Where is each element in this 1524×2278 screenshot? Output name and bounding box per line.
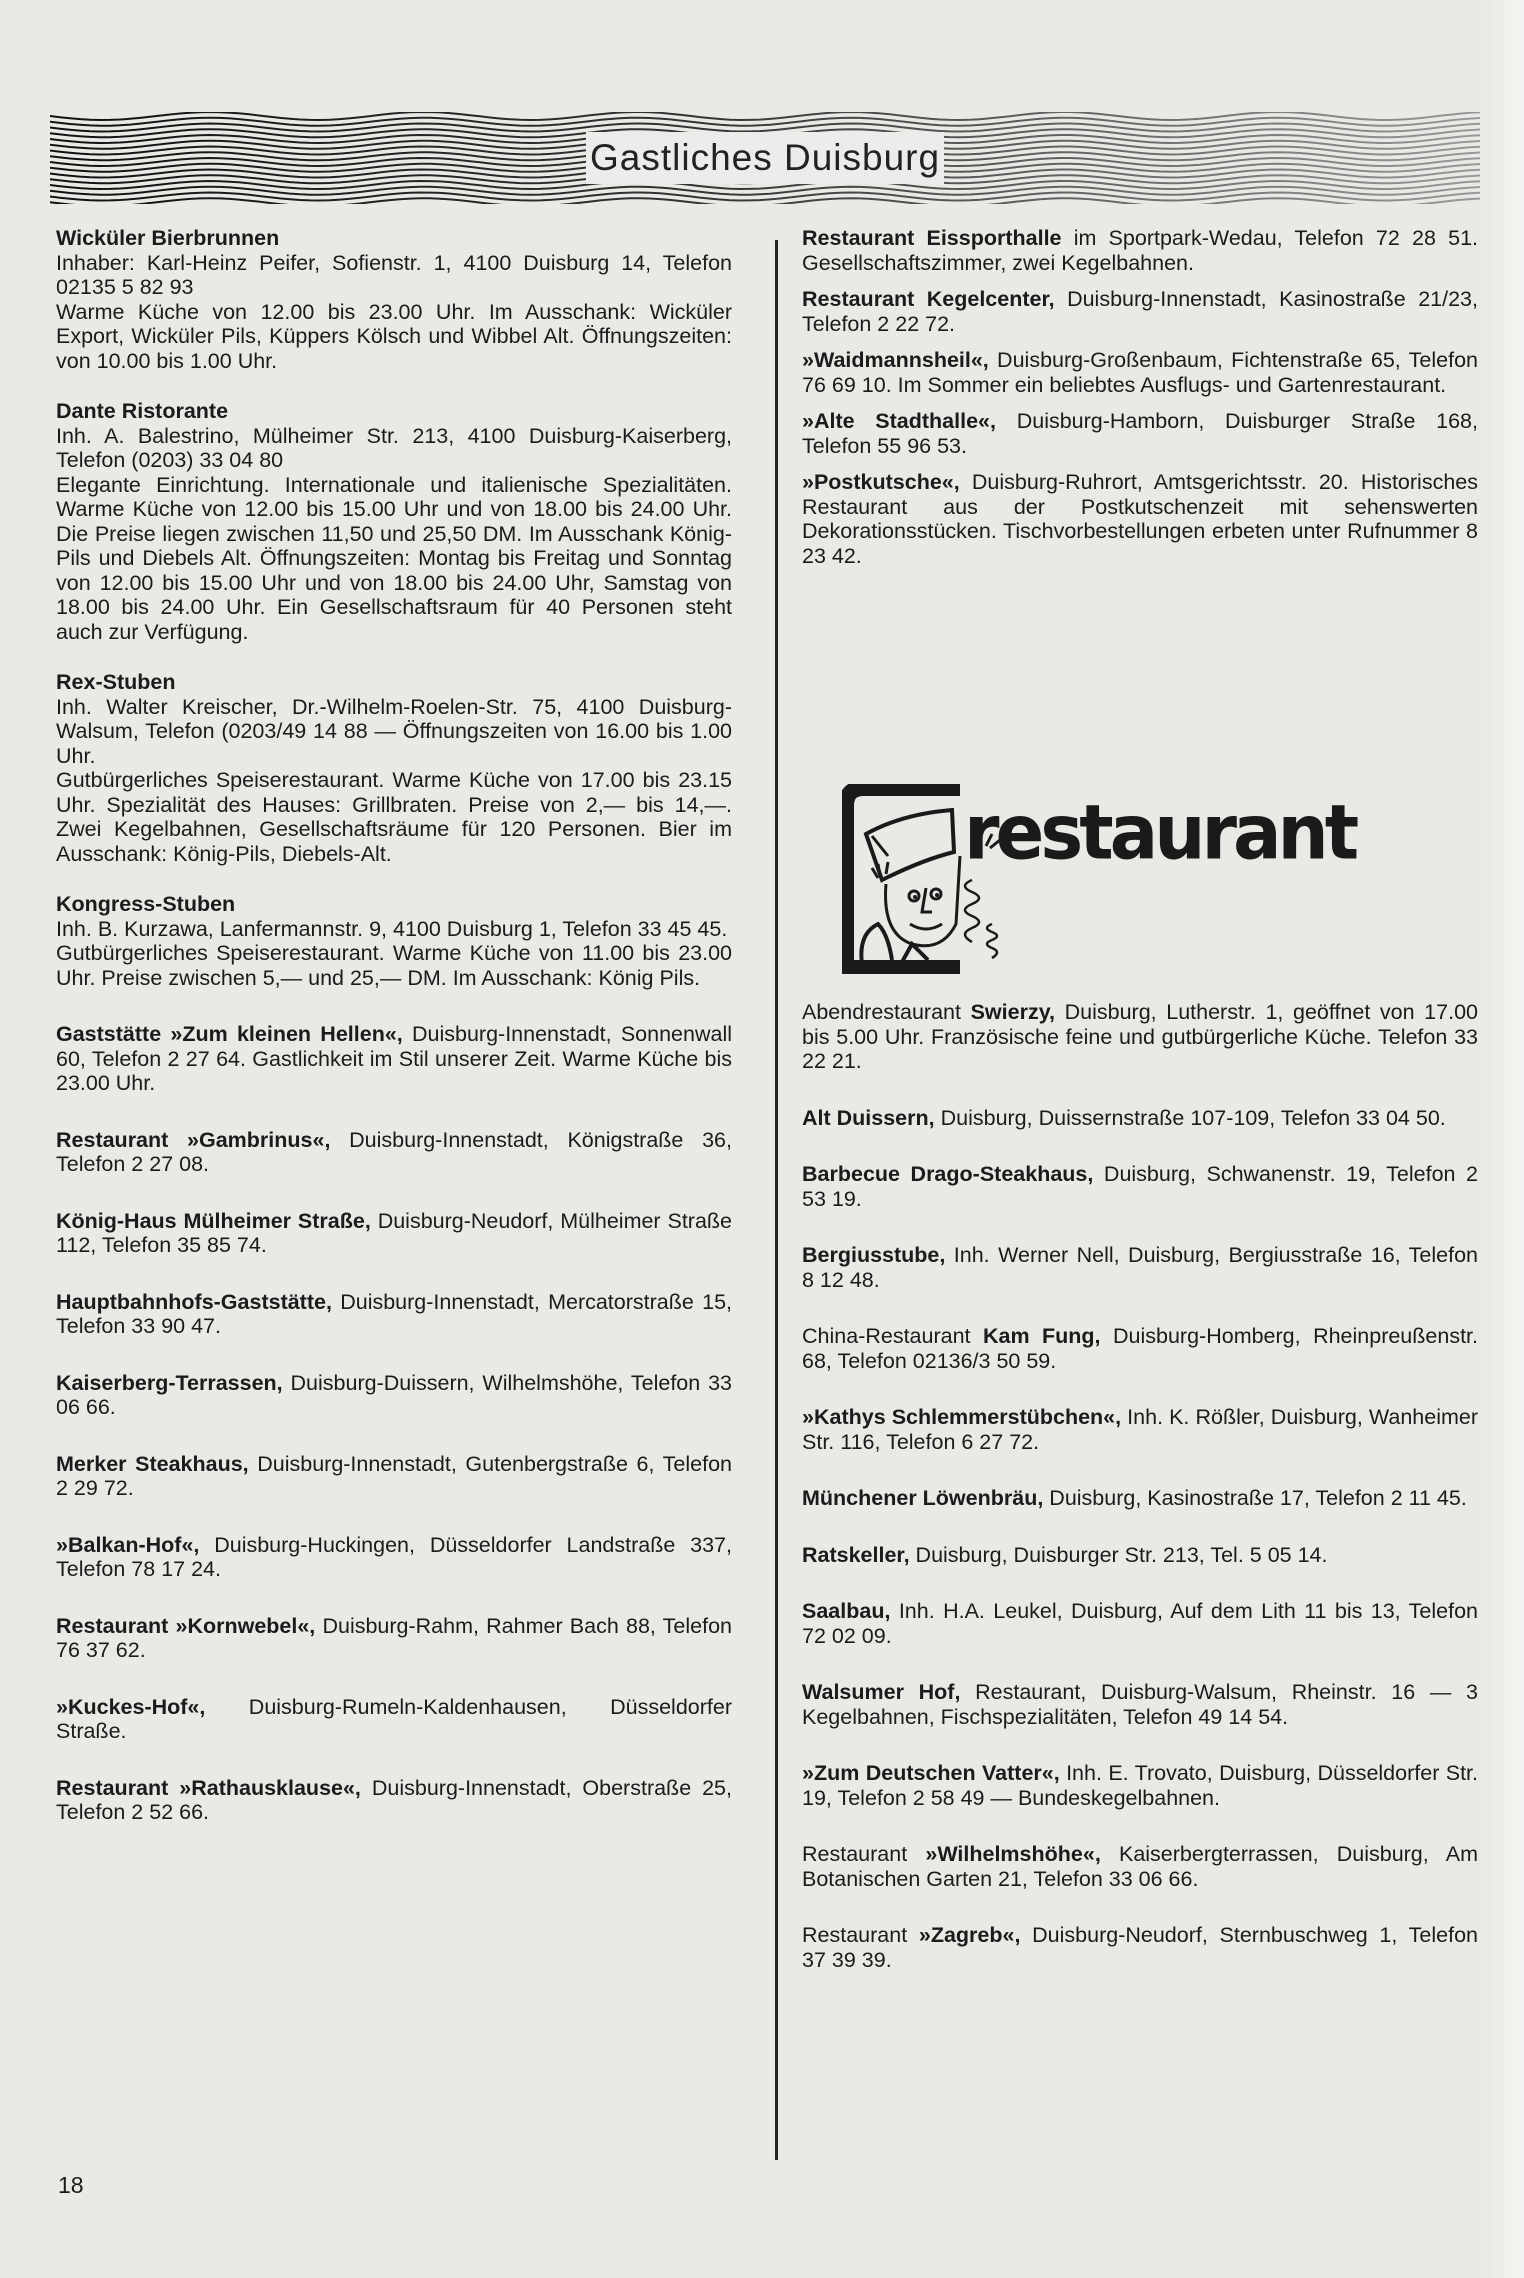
entry-name: Kongress-Stuben: [56, 892, 236, 916]
entry-detailed: [56, 670, 732, 866]
entry-name: Hauptbahnhofs-Gaststätte,: [56, 1289, 332, 1314]
list-item: [56, 1452, 732, 1501]
entry-name: Kaiserberg-Terrassen,: [56, 1370, 283, 1395]
entry-name: »Balkan-Hof«,: [56, 1532, 200, 1557]
entry-name: Dante Ristorante: [56, 399, 229, 423]
entry-details: Duisburg-Rahm, Rahmer Bach 88, Telefon 76 37 62.: [56, 1613, 732, 1662]
entry-details: Duisburg-Duissern, Wilhelmshöhe, Telefon 33 06 66.: [56, 1370, 732, 1419]
entry-details: Duisburg, Kasinostraße 17, Telefon 2 11 45.: [1043, 1486, 1467, 1510]
entry-name: »Waidmannsheil«,: [802, 348, 989, 372]
entry-name: »Postkutsche«,: [802, 470, 960, 494]
entry-name: Münchener Löwenbräu,: [802, 1486, 1044, 1510]
entry-name: Walsumer Hof,: [802, 1680, 961, 1704]
header-banner: [50, 112, 1480, 204]
entry-details: Duisburg-Großenbaum, Fichtenstraße 65, Telefon 76 69 10. Im Sommer ein beliebtes Ausflugs- und Gartenrestaurant.: [802, 348, 1478, 397]
list-item: [802, 1923, 1478, 1972]
entry-name: Gaststätte »Zum kleinen Hellen«,: [56, 1022, 403, 1046]
entry-name: Restaurant »Gambrinus«,: [56, 1127, 331, 1152]
entry-details: Duisburg-Homberg, Rheinpreußenstr. 68, Telefon 02136/3 50 59.: [802, 1324, 1478, 1373]
list-item: [802, 1243, 1478, 1292]
entry-name: Rex-Stuben: [56, 670, 176, 694]
entry-name: Barbecue Drago-Steakhaus,: [802, 1162, 1094, 1186]
list-item: [802, 1405, 1478, 1454]
list-item: [56, 1128, 732, 1177]
entry-name: König-Haus Mülheimer Straße,: [56, 1208, 371, 1233]
entry-name: Restaurant Eissporthalle: [802, 226, 1062, 250]
entry-name: Ratskeller,: [802, 1542, 910, 1567]
list-item: [56, 1614, 732, 1663]
entry-prefix: China-Restaurant: [802, 1324, 983, 1348]
list-item: [802, 470, 1478, 568]
short-entries-list: [56, 990, 732, 1825]
entry-name: Saalbau,: [802, 1599, 891, 1623]
entry-details: Duisburg-Hamborn, Duisburger Straße 168, Telefon 55 96 53.: [802, 409, 1478, 458]
entry-details: Duisburg-Huckingen, Düsseldorfer Landstraße 337, Telefon 78 17 24.: [56, 1532, 732, 1581]
list-item: [802, 348, 1478, 397]
entry-address: Inh. B. Kurzawa, Lanfermannstr. 9, 4100 Duisburg 1, Telefon 33 45 45.: [56, 916, 728, 941]
list-item: [802, 1761, 1478, 1810]
entry-address: Inh. A. Balestrino, Mülheimer Str. 213, 4100 Duisburg-Kaiserberg, Telefon (0203) 33 04 80: [56, 423, 732, 472]
entry-name: »Zagreb«,: [918, 1923, 1021, 1947]
list-item: [56, 1533, 732, 1582]
list-item: [802, 1324, 1478, 1373]
list-item: [56, 1371, 732, 1420]
entry-details: im Sportpark-Wedau, Telefon 72 28 51. Gesellschaftszimmer, zwei Kegelbahnen.: [802, 226, 1479, 275]
left-column: [56, 226, 732, 1825]
entry-details: Duisburg-Rumeln-Kaldenhausen, Düsseldorfer Straße.: [56, 1694, 732, 1743]
entry-name: »Alte Stadthalle«,: [802, 409, 996, 433]
entry-detailed: [56, 892, 732, 990]
entry-name: Restaurant Kegelcenter,: [802, 287, 1055, 311]
entry-name: Bergiusstube,: [802, 1243, 946, 1267]
entry-detailed: [56, 399, 732, 644]
entry-description: Gutbürgerliches Speiserestaurant. Warme Küche von 11.00 bis 23.00 Uhr. Preise zwischen 5,— und 25,— DM. Im Ausschank: König Pils.: [56, 941, 732, 990]
list-item: [802, 1842, 1478, 1891]
entry-details: Restaurant, Duisburg-Walsum, Rheinstr. 16 — 3 Kegelbahnen, Fischspezialitäten, Telefon 49 14 54.: [802, 1680, 1478, 1729]
list-item: [802, 409, 1478, 458]
entry-details: Inh. H.A. Leukel, Duisburg, Auf dem Lith 11 bis 13, Telefon 72 02 09.: [802, 1599, 1478, 1648]
list-item: [802, 287, 1478, 336]
entry-name: Merker Steakhaus,: [56, 1451, 249, 1476]
list-item: [56, 1290, 732, 1339]
page-number: 18: [58, 2172, 84, 2198]
entry-description: Elegante Einrichtung. Internationale und italienische Spezialitäten. Warme Küche von 12.00 bis 15.00 Uhr und von 18.00 bis 24.00 Uhr. Die Preise liegen zwischen 11,50 und 25,50 DM. Im Ausschank König-Pils und Diebels Alt. Öffnungszeiten: Montag bis Freitag und Sonntag von 12.00 bis 15.00 Uhr und von 18.00 bis 24.00 Uhr, Samstag von 18.00 bis 24.00 Uhr. Ein Gesellschaftsraum für 40 Personen steht auch zur Verfügung.: [56, 472, 732, 644]
entry-details: Duisburg-Ruhrort, Amtsgerichtsstr. 20. Historisches Restaurant aus der Postkutschenzeit mit sehenswerten Dekorationsstücken. Tischvorbestellungen erbeten unter Rufnummer 8 23 42.: [802, 470, 1478, 568]
entry-name: »Wilhelmshöhe«,: [925, 1842, 1101, 1866]
list-item: [56, 1209, 732, 1258]
column-divider: [775, 240, 778, 2160]
entry-detailed: [56, 226, 732, 373]
entry-name: Restaurant »Rathausklause«,: [56, 1775, 361, 1800]
right-column: [802, 226, 1478, 568]
list-item: [802, 1000, 1478, 1074]
entry-details: Inh. K. Rößler, Duisburg, Wanheimer Str. 116, Telefon 6 27 72.: [802, 1405, 1478, 1454]
entry-details: Duisburg-Innenstadt, Gutenbergstraße 6, Telefon 2 29 72.: [56, 1451, 733, 1500]
logo-wordmark: restaurant: [964, 787, 1356, 877]
list-item: [802, 1106, 1478, 1131]
list-item: [802, 1680, 1478, 1729]
entry-details: Kaiserbergterrassen, Duisburg, Am Botanischen Garten 21, Telefon 33 06 66.: [802, 1842, 1478, 1891]
list-item: [802, 1162, 1478, 1211]
list-item: [802, 1486, 1478, 1511]
entry-details: Duisburg, Duisburger Str. 213, Tel. 5 05 14.: [909, 1542, 1328, 1567]
page-edge-shade: [1484, 0, 1524, 2278]
entry-details: Duisburg-Innenstadt, Königstraße 36, Telefon 2 27 08.: [56, 1127, 732, 1176]
entry-details: Duisburg-Innenstadt, Kasinostraße 21/23, Telefon 2 22 72.: [802, 287, 1478, 336]
entry-name: »Kathys Schlemmerstübchen«,: [802, 1405, 1122, 1429]
short-entries-list: [802, 226, 1478, 568]
entry-description: Warme Küche von 12.00 bis 23.00 Uhr. Im Ausschank: Wicküler Export, Wicküler Pils, Küppers Kölsch und Wibbel Alt. Öffnungszeiten: von 10.00 bis 1.00 Uhr.: [56, 299, 732, 373]
entry-details: Duisburg-Neudorf, Mülheimer Straße 112, Telefon 35 85 74.: [56, 1208, 732, 1257]
entry-name: Restaurant »Kornwebel«,: [56, 1613, 316, 1638]
entry-prefix: Restaurant: [802, 1923, 919, 1947]
entry-name: Alt Duissern,: [802, 1105, 935, 1130]
list-item: [56, 1695, 732, 1744]
list-item: [802, 1599, 1478, 1648]
entry-details: Inh. E. Trovato, Duisburg, Düsseldorfer Str. 19, Telefon 2 58 49 — Bundeskegelbahnen.: [802, 1761, 1478, 1810]
entry-prefix: Abendrestaurant: [802, 1000, 971, 1024]
entry-name: Wicküler Bierbrunnen: [56, 226, 280, 250]
right-column-lower: [802, 1000, 1478, 1972]
entry-details: Duisburg, Duissernstraße 107-109, Telefon 33 04 50.: [934, 1105, 1446, 1130]
entry-details: Duisburg, Schwanenstr. 19, Telefon 2 53 19.: [802, 1162, 1479, 1211]
restaurant-logo: [842, 784, 1356, 974]
entry-details: Duisburg-Neudorf, Sternbuschweg 1, Telefon 37 39 39.: [802, 1923, 1478, 1972]
entry-details: Duisburg-Innenstadt, Oberstraße 25, Telefon 2 52 66.: [56, 1775, 732, 1824]
list-item: [56, 1776, 732, 1825]
entry-details: Inh. Werner Nell, Duisburg, Bergiusstraße 16, Telefon 8 12 48.: [802, 1243, 1478, 1292]
entry-name: »Zum Deutschen Vatter«,: [802, 1761, 1060, 1785]
list-item: [802, 1543, 1478, 1568]
entry-details: Duisburg-Innenstadt, Sonnenwall 60, Telefon 2 27 64. Gastlichkeit im Stil unserer Zeit. Warme Küche bis 23.00 Uhr.: [56, 1022, 733, 1095]
entry-address: Inhaber: Karl-Heinz Peifer, Sofienstr. 1, 4100 Duisburg 14, Telefon 02135 5 82 93: [56, 250, 732, 299]
entry-name: Kam Fung,: [982, 1324, 1101, 1348]
entry-prefix: Restaurant: [802, 1842, 926, 1866]
entry-name: Swierzy,: [970, 1000, 1056, 1024]
list-item: [802, 226, 1478, 275]
list-item: [56, 1022, 732, 1096]
entry-name: »Kuckes-Hof«,: [56, 1694, 206, 1719]
page-title: Gastliches Duisburg: [586, 132, 944, 184]
entry-details: Duisburg, Lutherstr. 1, geöffnet von 17.00 bis 5.00 Uhr. Französische feine und gutbürgerliche Küche. Telefon 33 22 21.: [802, 1000, 1478, 1073]
short-entries-list: [802, 1000, 1478, 1972]
entry-details: Duisburg-Innenstadt, Mercatorstraße 15, Telefon 33 90 47.: [56, 1289, 732, 1338]
entry-description: Gutbürgerliches Speiserestaurant. Warme Küche von 17.00 bis 23.15 Uhr. Spezialität des Hauses: Grillbraten. Preise von 2,— bis 14,—. Zwei Kegelbahnen, Gesellschaftsräume für 120 Personen. Bier im Ausschank: König-Pils, Diebels-Alt.: [56, 768, 732, 866]
entry-address: Inh. Walter Kreischer, Dr.-Wilhelm-Roelen-Str. 75, 4100 Duisburg-Walsum, Telefon (0203/49 14 88 — Öffnungszeiten von 16.00 bis 1.00 Uhr.: [56, 694, 732, 768]
